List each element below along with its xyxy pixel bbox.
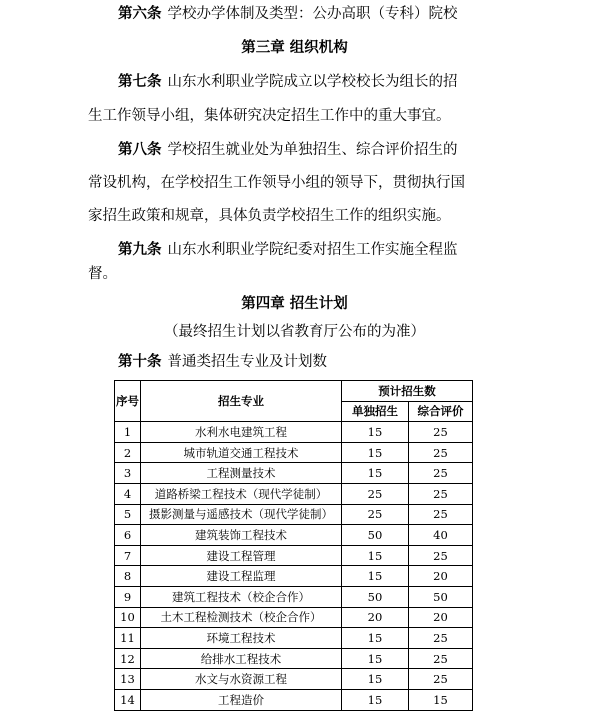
header-comprehensive: 综合评价	[409, 401, 473, 422]
row-single: 15	[342, 689, 409, 710]
row-major: 建设工程管理	[141, 545, 342, 566]
row-no: 6	[115, 525, 141, 546]
table-row	[115, 483, 473, 504]
row-comprehensive: 25	[409, 669, 473, 690]
table-row	[115, 545, 473, 566]
row-major: 工程造价	[141, 689, 342, 710]
table-row	[115, 586, 473, 607]
article-7-text: 山东水利职业学院成立以学校校长为组长的招	[167, 74, 458, 90]
row-major: 环境工程技术	[141, 628, 342, 649]
row-no: 13	[115, 669, 141, 690]
row-comprehensive: 20	[409, 607, 473, 628]
article-7-label: 第七条	[118, 74, 162, 90]
row-single: 25	[342, 504, 409, 525]
row-comprehensive: 15	[409, 689, 473, 710]
article-10	[0, 352, 589, 372]
row-comprehensive: 25	[409, 545, 473, 566]
row-no: 10	[115, 607, 141, 628]
article-9	[0, 240, 589, 260]
article-8-label: 第八条	[118, 142, 162, 158]
row-major: 工程测量技术	[141, 463, 342, 484]
article-9-text: 山东水利职业学院纪委对招生工作实施全程监	[167, 242, 458, 258]
row-major: 水文与水资源工程	[141, 669, 342, 690]
header-major: 招生专业	[141, 381, 342, 422]
article-8-text: 学校招生就业处为单独招生、综合评价招生的	[167, 142, 458, 158]
row-comprehensive: 40	[409, 525, 473, 546]
table-row	[115, 628, 473, 649]
row-major: 道路桥梁工程技术（现代学徒制）	[141, 483, 342, 504]
row-no: 8	[115, 566, 141, 587]
row-no: 7	[115, 545, 141, 566]
table-row	[115, 504, 473, 525]
row-major: 土木工程检测技术（校企合作）	[141, 607, 342, 628]
chapter-3-title: 第三章 组织机构	[241, 40, 348, 56]
header-single: 单独招生	[342, 401, 409, 422]
row-comprehensive: 20	[409, 566, 473, 587]
row-comprehensive: 25	[409, 463, 473, 484]
header-no: 序号	[115, 381, 141, 422]
table-row	[115, 669, 473, 690]
row-major: 水利水电建筑工程	[141, 422, 342, 443]
table-row	[115, 648, 473, 669]
article-8-cont-2: 家招生政策和规章，具体负责学校招生工作的组织实施。	[88, 208, 451, 224]
table-row	[115, 566, 473, 587]
article-10-text: 普通类招生专业及计划数	[167, 354, 327, 370]
row-major: 建设工程监理	[141, 566, 342, 587]
row-single: 15	[342, 669, 409, 690]
row-single: 15	[342, 628, 409, 649]
row-no: 9	[115, 586, 141, 607]
table-row	[115, 525, 473, 546]
row-no: 5	[115, 504, 141, 525]
chapter-3-heading	[0, 38, 589, 58]
row-single: 15	[342, 648, 409, 669]
row-major: 摄影测量与遥感技术（现代学徒制）	[141, 504, 342, 525]
row-comprehensive: 25	[409, 504, 473, 525]
row-single: 15	[342, 566, 409, 587]
table-row	[115, 689, 473, 710]
row-no: 1	[115, 422, 141, 443]
article-6-text: 学校办学体制及类型：公办高职（专科）院校	[167, 6, 458, 22]
article-7	[0, 72, 589, 92]
row-single: 20	[342, 607, 409, 628]
row-comprehensive: 25	[409, 648, 473, 669]
row-comprehensive: 50	[409, 586, 473, 607]
row-no: 12	[115, 648, 141, 669]
row-single: 25	[342, 483, 409, 504]
article-6	[0, 4, 589, 24]
row-major: 建筑装饰工程技术	[141, 525, 342, 546]
row-single: 15	[342, 442, 409, 463]
row-single: 15	[342, 545, 409, 566]
row-comprehensive: 25	[409, 628, 473, 649]
row-comprehensive: 25	[409, 442, 473, 463]
chapter-4-heading	[0, 294, 589, 314]
row-comprehensive: 25	[409, 422, 473, 443]
article-9-label: 第九条	[118, 242, 162, 258]
article-9-cont: 督。	[88, 266, 117, 282]
table-body	[115, 422, 473, 710]
row-single: 50	[342, 586, 409, 607]
enrollment-plan-table	[114, 380, 473, 711]
row-single: 15	[342, 463, 409, 484]
table-row	[115, 463, 473, 484]
article-6-label: 第六条	[118, 6, 162, 22]
row-major: 建筑工程技术（校企合作）	[141, 586, 342, 607]
table-row	[115, 442, 473, 463]
row-no: 11	[115, 628, 141, 649]
row-no: 4	[115, 483, 141, 504]
row-comprehensive: 25	[409, 483, 473, 504]
table-row	[115, 422, 473, 443]
row-single: 15	[342, 422, 409, 443]
row-major: 城市轨道交通工程技术	[141, 442, 342, 463]
row-no: 2	[115, 442, 141, 463]
chapter-4-title: 第四章 招生计划	[241, 296, 348, 312]
article-7-cont: 生工作领导小组，集体研究决定招生工作中的重大事宜。	[88, 108, 451, 124]
row-no: 3	[115, 463, 141, 484]
row-major: 给排水工程技术	[141, 648, 342, 669]
row-single: 50	[342, 525, 409, 546]
article-8-cont-1: 常设机构，在学校招生工作领导小组的领导下，贯彻执行国	[88, 175, 465, 191]
table-row	[115, 607, 473, 628]
plan-note: （最终招生计划以省教育厅公布的为准）	[164, 324, 425, 340]
article-10-label: 第十条	[118, 354, 162, 370]
row-no: 14	[115, 689, 141, 710]
article-8	[0, 140, 589, 160]
header-plan: 预计招生数	[342, 381, 473, 402]
